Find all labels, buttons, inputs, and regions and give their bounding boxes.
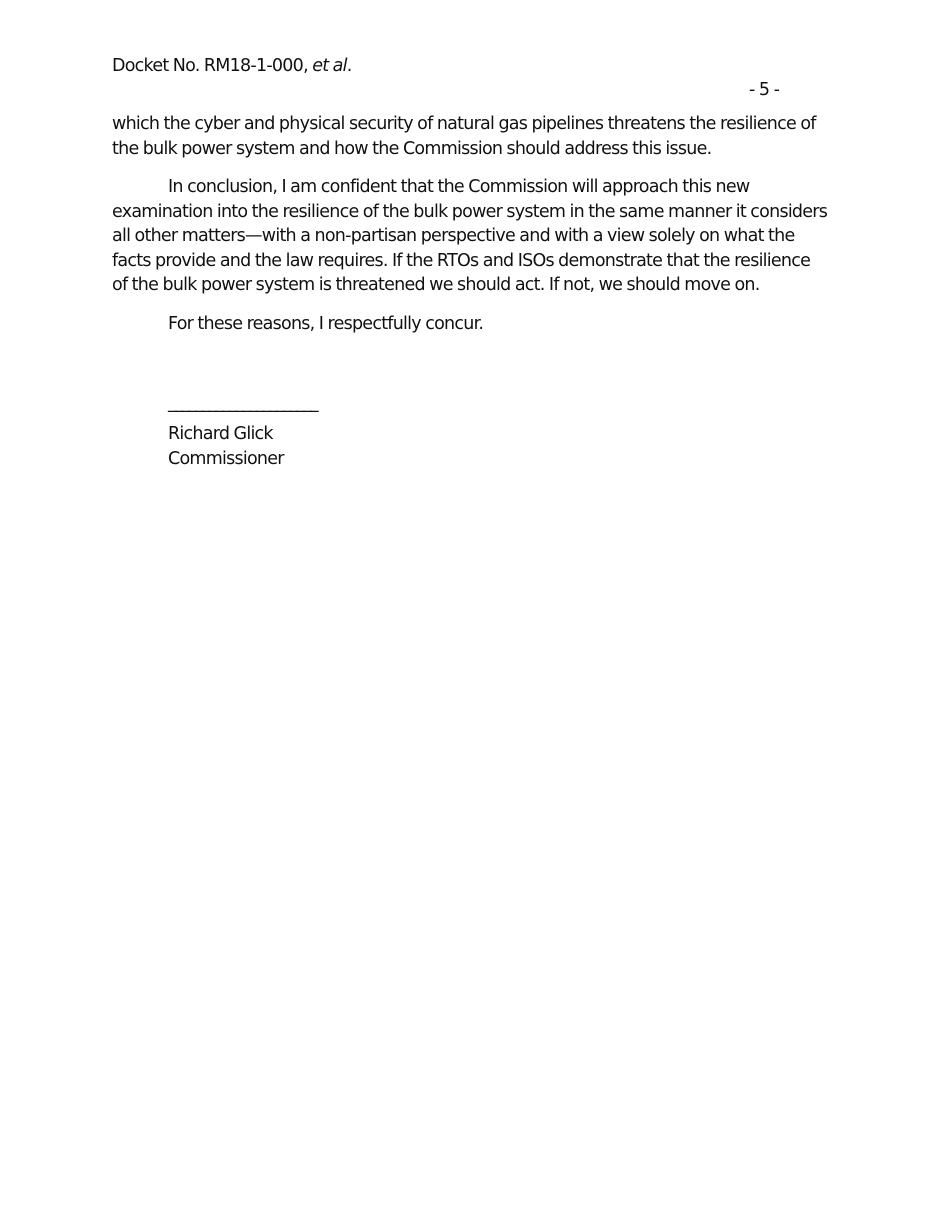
signatory-title: Commissioner: [168, 449, 284, 469]
text-line: facts provide and the law requires. If the RTOs and ISOs demonstrate that the resilience: [112, 250, 811, 271]
paragraph-concur: [112, 312, 852, 337]
page-number: - 5 -: [749, 80, 780, 100]
docket-et-al: et al: [312, 56, 347, 76]
docket-number: Docket No. RM18-1-000,: [112, 56, 313, 76]
text-line: the bulk power system and how the Commission should address this issue.: [112, 138, 712, 159]
text-line: of the bulk power system is threatened we should act. If not, we should move on.: [112, 275, 760, 295]
paragraph-continuation: [112, 112, 852, 161]
text-line: all other matters—with a non-partisan perspective and with a view solely on what the: [112, 226, 795, 246]
paragraph-conclusion: [112, 175, 852, 298]
text-line: For these reasons, I respectfully concur.: [168, 313, 484, 334]
text-line: In conclusion, I am confident that the Commission will approach this new: [168, 177, 750, 197]
signature-line: ______________________: [168, 393, 317, 413]
docket-header: [112, 56, 352, 76]
signatory-name: Richard Glick: [168, 424, 273, 444]
document-body: [112, 112, 852, 350]
text-line: examination into the resilience of the bulk power system in the same manner it considers: [112, 201, 828, 222]
text-line: which the cyber and physical security of natural gas pipelines threatens the resilience of: [112, 114, 816, 134]
docket-period: .: [346, 56, 352, 76]
